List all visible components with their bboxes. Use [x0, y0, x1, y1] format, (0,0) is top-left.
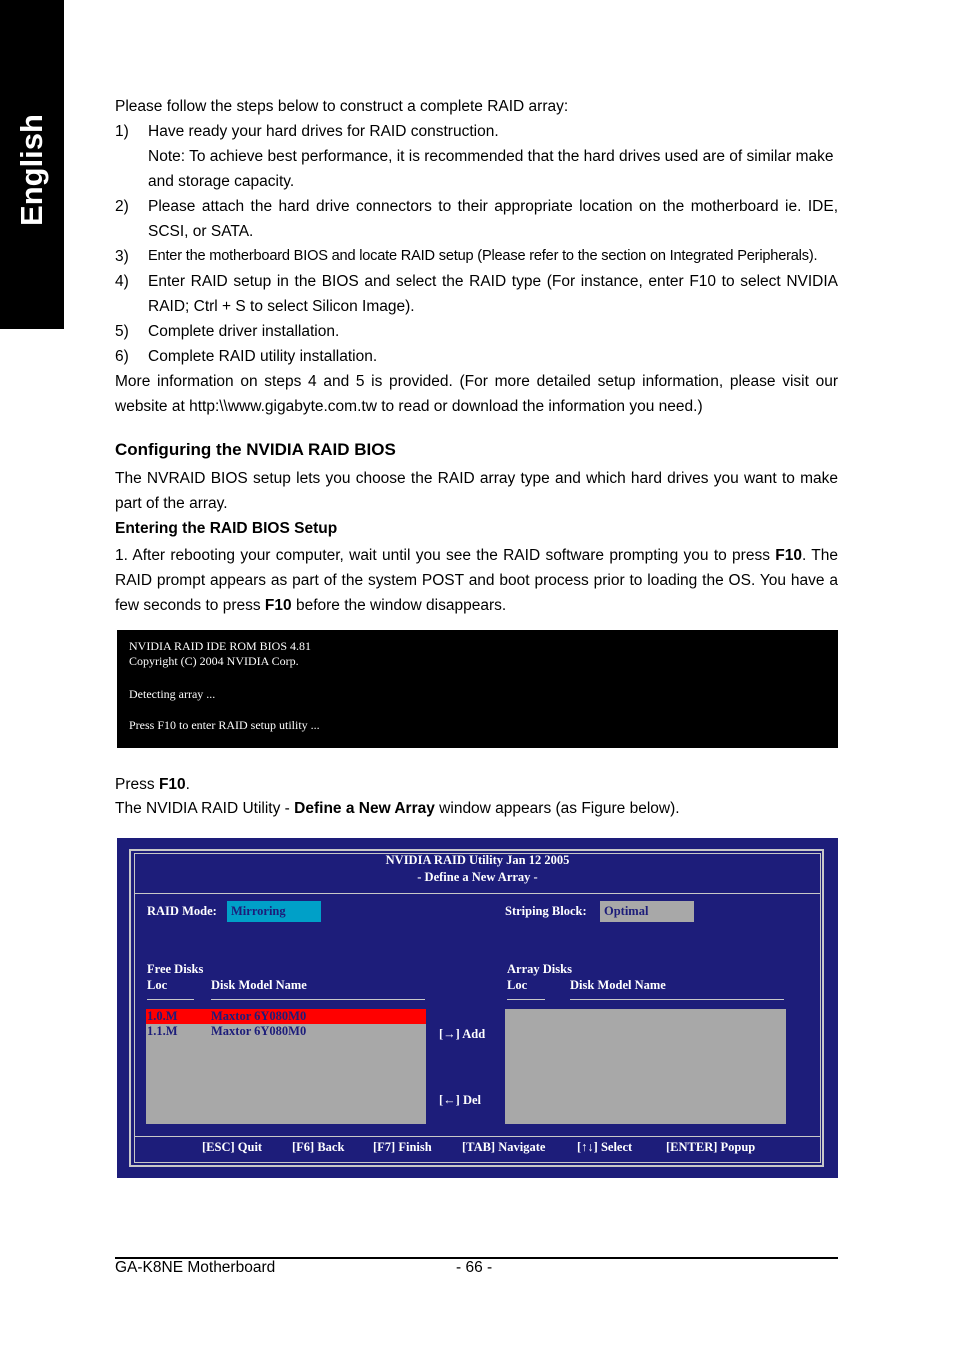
terminal-line: Press F10 to enter RAID setup utility ...	[129, 718, 320, 732]
entering-text-1: 1. After rebooting your computer, wait until you see the RAID software prompting you to press	[115, 547, 776, 564]
step-number: 3)	[115, 248, 129, 265]
step-number: 1)	[115, 123, 129, 140]
key-enter-popup: [ENTER] Popup	[666, 1140, 756, 1154]
free-loc-header: Loc	[147, 978, 168, 992]
free-disks-list[interactable]	[146, 1009, 426, 1124]
terminal-line: Detecting array ...	[129, 687, 216, 701]
step-4	[115, 269, 838, 319]
utility-prefix: The NVIDIA RAID Utility -	[115, 800, 295, 817]
list-item[interactable]	[146, 1024, 426, 1039]
step-text: Enter the motherboard BIOS and locate RAID setup (Please refer to the section on Integrated Peripherals).	[148, 248, 818, 264]
disk-loc: 1.1.M	[147, 1024, 178, 1038]
raid-utility-window	[117, 838, 838, 1178]
step-note	[115, 144, 838, 194]
step-5	[115, 319, 838, 344]
raid-mode-label: RAID Mode:	[147, 904, 217, 918]
entering-text-3: before the window disappears.	[291, 597, 507, 614]
key-f10: F10	[775, 547, 802, 564]
list-item[interactable]	[146, 1009, 426, 1024]
more-info-text: More information on steps 4 and 5 is provided. (For more detailed setup information, please visit our website at http:\\www.gigabyte.com.tw to read or download the information you need.)	[115, 373, 838, 415]
step-1	[115, 119, 838, 144]
terminal-line: NVIDIA RAID IDE ROM BIOS 4.81	[129, 639, 311, 653]
subsection-title: Entering the RAID BIOS Setup	[115, 520, 338, 537]
free-disks-label: Free Disks	[147, 962, 204, 976]
section-title: Configuring the NVIDIA RAID BIOS	[115, 440, 396, 459]
step-6	[115, 344, 838, 369]
disk-model: Maxtor 6Y080M0	[211, 1024, 307, 1038]
array-model-header: Disk Model Name	[570, 978, 666, 992]
bios-post-screen	[117, 630, 838, 748]
step-text: Complete driver installation.	[148, 323, 340, 340]
language-side-tab	[0, 0, 64, 329]
footer-product: GA-K8NE Motherboard	[115, 1259, 276, 1276]
page-number: - 66 -	[456, 1259, 493, 1276]
step-number: 5)	[115, 323, 129, 340]
key-tab-navigate: [TAB] Navigate	[462, 1140, 546, 1154]
striping-block-label: Striping Block:	[505, 904, 587, 918]
key-f10: F10	[158, 776, 186, 793]
divider	[134, 893, 821, 894]
striping-block-field[interactable]: Optimal	[600, 901, 694, 922]
del-button[interactable]: [←] Del	[439, 1093, 481, 1107]
divider	[147, 999, 194, 1000]
key-esc-quit: [ESC] Quit	[202, 1140, 263, 1154]
step-number: 2)	[115, 198, 129, 215]
disk-model: Maxtor 6Y080M0	[211, 1009, 307, 1023]
divider	[507, 999, 545, 1000]
add-button[interactable]: [→] Add	[439, 1027, 486, 1041]
utility-window-name: Define a New Array	[294, 800, 435, 817]
step-2	[115, 194, 838, 244]
utility-suffix: window appears (as Figure below).	[434, 800, 680, 817]
disk-loc: 1.0.M	[147, 1009, 178, 1023]
free-model-header: Disk Model Name	[211, 978, 307, 992]
note-text: Note: To achieve best performance, it is recommended that the hard drives used are of similar make and storage capacity.	[148, 148, 834, 190]
divider	[134, 1136, 821, 1137]
entering-text-2: . The RAID prompt appears as part of the system POST and boot process prior to loading the OS. You have a few seconds to press	[115, 547, 838, 614]
intro-text: Please follow the steps below to construct a complete RAID array:	[115, 98, 569, 115]
step-text: Enter RAID setup in the BIOS and select the RAID type (For instance, enter F10 to select NVIDIA RAID; Ctrl + S to select Silicon Image).	[148, 273, 838, 315]
utility-sentence	[115, 796, 680, 821]
raid-utility-title: NVIDIA RAID Utility Jan 12 2005	[385, 853, 570, 867]
raid-utility-subtitle: - Define a New Array -	[417, 870, 538, 884]
step-number: 6)	[115, 348, 129, 365]
step-text: Please attach the hard drive connectors to their appropriate location on the motherboard ie. IDE, SCSI, or SATA.	[148, 198, 838, 240]
array-loc-header: Loc	[507, 978, 528, 992]
key-f10: F10	[264, 597, 292, 614]
step-3	[115, 244, 838, 269]
array-disks-list[interactable]	[505, 1009, 786, 1124]
press-prefix: Press	[115, 776, 159, 793]
step-text: Complete RAID utility installation.	[148, 348, 378, 365]
section-body: The NVRAID BIOS setup lets you choose the RAID array type and which hard drives you want to make part of the array.	[115, 470, 838, 512]
array-disks-label: Array Disks	[507, 962, 572, 976]
press-text	[115, 772, 190, 797]
divider	[570, 999, 784, 1000]
divider	[211, 999, 425, 1000]
side-tab-label: English	[14, 114, 49, 226]
key-f7-finish: [F7] Finish	[373, 1140, 432, 1154]
terminal-line: Copyright (C) 2004 NVIDIA Corp.	[129, 654, 299, 668]
key-f6-back: [F6] Back	[292, 1140, 345, 1154]
entering-paragraph	[115, 543, 838, 618]
press-suffix: .	[185, 776, 190, 793]
step-text: Have ready your hard drives for RAID construction.	[148, 123, 499, 140]
key-arrows-select: [↑↓] Select	[577, 1140, 633, 1154]
raid-mode-field[interactable]: Mirroring	[227, 901, 321, 922]
step-number: 4)	[115, 273, 129, 290]
